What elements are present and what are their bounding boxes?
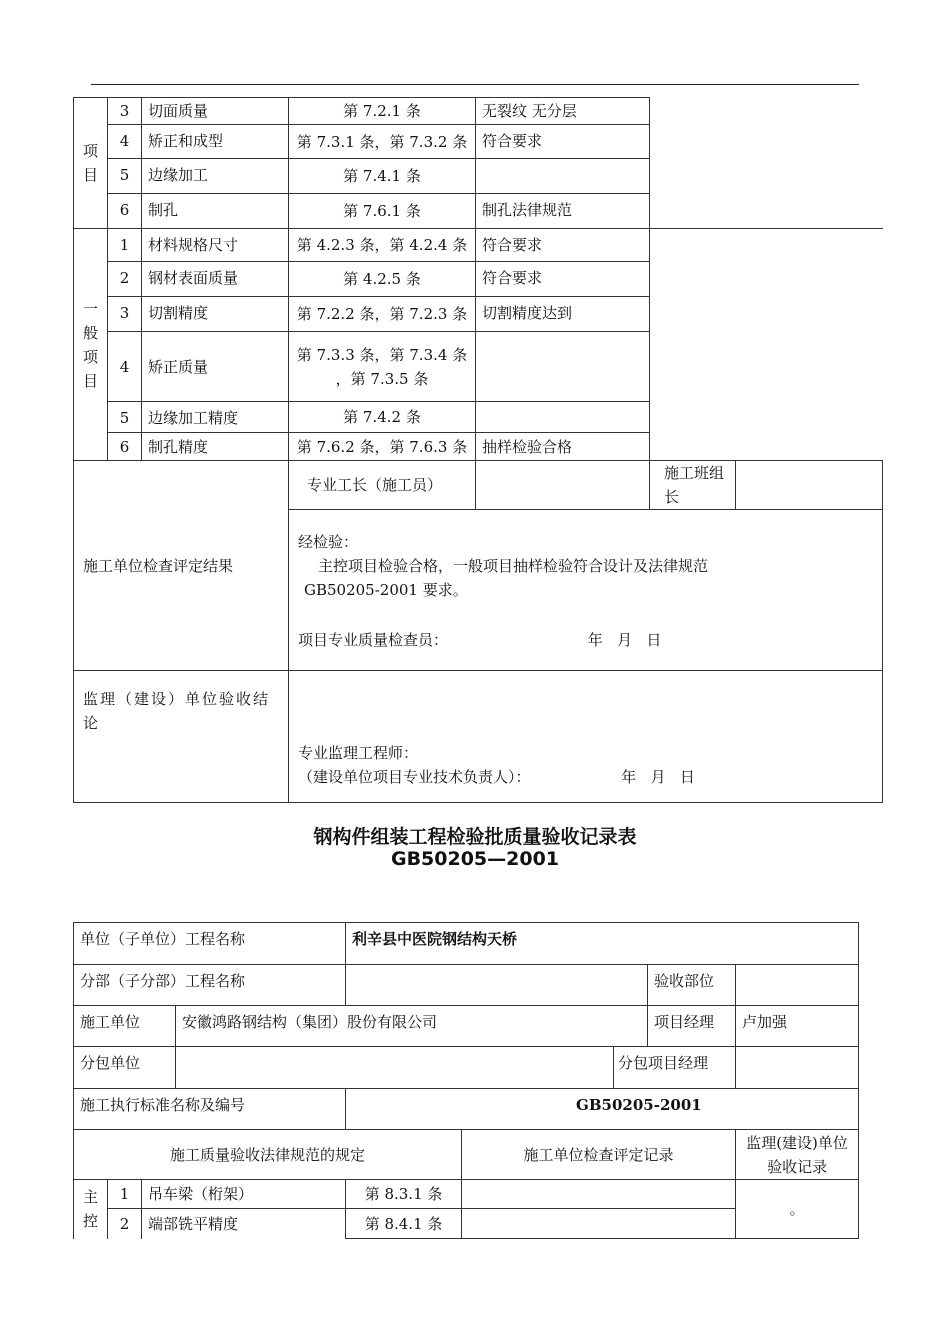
pm-label: 项目经理 — [648, 1006, 736, 1047]
row-no: 6 — [108, 194, 142, 229]
main-control-label: 主 控 — [74, 1180, 108, 1239]
row-clause: 第 7.4.1 条 — [289, 159, 476, 194]
row-no: 6 — [108, 433, 142, 461]
row-no: 1 — [108, 229, 142, 262]
row-item: 切割精度 — [142, 297, 289, 332]
sub-pm-value — [736, 1047, 859, 1089]
row-clause: 第 7.6.1 条 — [289, 194, 476, 229]
row-item: 矫正质量 — [142, 332, 289, 402]
project-name-label: 单位（子单位）工程名称 — [74, 923, 346, 965]
general-items-label: 一 般 项 目 — [74, 229, 108, 461]
pm-name: 卢加强 — [736, 1006, 859, 1047]
row-item: 吊车梁（桁架） — [142, 1180, 346, 1209]
row-record: 符合要求 — [476, 229, 650, 262]
inspect-date: 年 月 日 — [587, 631, 662, 649]
row-record: 抽样检验合格 — [476, 433, 650, 461]
row-no: 2 — [108, 1209, 142, 1239]
inspection-conclusion — [289, 510, 883, 671]
col-spec-header: 施工质量验收法律规范的规定 — [74, 1130, 462, 1180]
owner-label: （建设单位项目专业技术负责人）： — [298, 768, 531, 786]
row-record: 切割精度达到 — [476, 297, 650, 332]
standard-value: GB50205-2001 — [346, 1089, 859, 1130]
row-item: 边缘加工 — [142, 159, 289, 194]
contractor-label: 施工单位 — [74, 1006, 176, 1047]
row-record: 无裂纹 无分层 — [476, 98, 650, 125]
row-clause: 第 4.2.5 条 — [289, 262, 476, 297]
row-record — [476, 332, 650, 402]
standard-label: 施工执行标准名称及编号 — [74, 1089, 346, 1130]
row-no: 4 — [108, 332, 142, 402]
row-record: 符合要求 — [476, 262, 650, 297]
blank-cell — [650, 332, 883, 402]
row-no: 3 — [108, 297, 142, 332]
inspection-table-continued — [73, 97, 883, 803]
row-item: 矫正和成型 — [142, 125, 289, 159]
blank-cell — [650, 229, 883, 262]
row-record — [476, 159, 650, 194]
inspector-label: 项目专业质量检查员： — [298, 631, 449, 649]
blank-cell — [650, 262, 883, 297]
foreman-label: 专业工长（施工员） — [289, 461, 476, 510]
row-item: 材料规格尺寸 — [142, 229, 289, 262]
contractor-result-label: 施工单位检查评定结果 — [74, 461, 289, 671]
row-clause: 第 4.2.3 条，第 4.2.4 条 — [289, 229, 476, 262]
team-leader-value — [736, 461, 883, 510]
col-supervisor-header: 监理(建设)单位验收记录 — [736, 1130, 859, 1180]
row-no: 1 — [108, 1180, 142, 1209]
row-check — [462, 1180, 736, 1209]
subcontractor-value — [176, 1047, 614, 1089]
blank-cell — [650, 297, 883, 332]
acceptance-part-label: 验收部位 — [648, 965, 736, 1006]
blank-cell — [650, 402, 883, 433]
engineer-label: 专业监理工程师： — [298, 744, 419, 762]
subproject-label: 分部（子分部）工程名称 — [74, 965, 346, 1006]
row-no: 4 — [108, 125, 142, 159]
row-no: 5 — [108, 402, 142, 433]
row-item: 边缘加工精度 — [142, 402, 289, 433]
row-no: 2 — [108, 262, 142, 297]
row-item: 钢材表面质量 — [142, 262, 289, 297]
contractor-name: 安徽鸿路钢结构（集团）股份有限公司 — [176, 1006, 648, 1047]
subcontractor-label: 分包单位 — [74, 1047, 176, 1089]
foreman-value — [476, 461, 650, 510]
row-clause: 第 7.6.2 条，第 7.6.3 条 — [289, 433, 476, 461]
team-leader-label: 施工班组长 — [650, 461, 736, 510]
blank-cell — [650, 194, 883, 229]
row-item: 制孔精度 — [142, 433, 289, 461]
inspect-heading: 经检验： — [298, 533, 359, 551]
row-item: 端部铣平精度 — [142, 1209, 346, 1239]
row-clause: 第 7.2.1 条 — [289, 98, 476, 125]
row-record: 符合要求 — [476, 125, 650, 159]
blank-cell — [650, 98, 883, 125]
header-rule — [91, 84, 859, 85]
blank-cell — [650, 159, 883, 194]
supervisor-conclusion — [289, 671, 883, 803]
assembly-inspection-table — [73, 922, 859, 1239]
subproject-value — [346, 965, 648, 1006]
blank-cell — [650, 433, 883, 461]
supervisor-record-cell: 。 — [736, 1180, 859, 1239]
acceptance-part-value — [736, 965, 859, 1006]
supervisor-date: 年 月 日 — [621, 768, 695, 786]
supervisor-conclusion-label: 监理（建设）单位验收结论 — [74, 671, 289, 803]
form-subtitle: GB50205—2001 — [390, 848, 560, 870]
row-clause: 第 7.2.2 条，第 7.2.3 条 — [289, 297, 476, 332]
row-no: 5 — [108, 159, 142, 194]
inspect-text-2: GB50205-2001 要求。 — [304, 581, 468, 599]
row-record: 制孔法律规范 — [476, 194, 650, 229]
row-clause: 第 7.3.3 条，第 7.3.4 条 ，第 7.3.5 条 — [289, 332, 476, 402]
row-clause: 第 8.4.1 条 — [346, 1209, 462, 1239]
row-clause: 第 8.3.1 条 — [346, 1180, 462, 1209]
row-no: 3 — [108, 98, 142, 125]
col-check-header: 施工单位检查评定记录 — [462, 1130, 736, 1180]
row-item: 制孔 — [142, 194, 289, 229]
inspect-text-1: 主控项目检验合格，一般项目抽样检验符合设计及法律规范 — [318, 557, 709, 575]
row-record — [476, 402, 650, 433]
row-item: 切面质量 — [142, 98, 289, 125]
row-check — [462, 1209, 736, 1239]
row-clause: 第 7.4.2 条 — [289, 402, 476, 433]
sub-pm-label: 分包项目经理 — [614, 1047, 736, 1089]
project-name: 利辛县中医院钢结构天桥 — [346, 923, 859, 965]
form-title: 钢构件组装工程检验批质量验收记录表 — [313, 826, 637, 848]
row-clause: 第 7.3.1 条，第 7.3.2 条 — [289, 125, 476, 159]
main-items-label: 项 目 — [74, 98, 108, 229]
blank-cell — [650, 125, 883, 159]
